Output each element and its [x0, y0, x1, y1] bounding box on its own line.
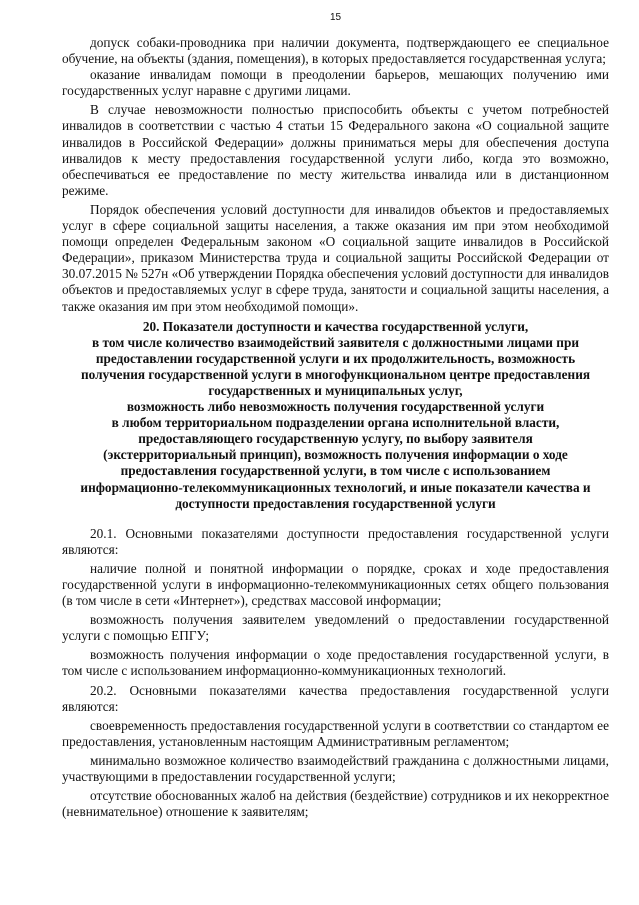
heading-line: получения государственной услуги в многофункциональном центре предоставления — [80, 366, 591, 382]
paragraph: оказание инвалидам помощи в преодолении барьеров, мешающих получению ими государственных услуг наравне с другими лицами. — [62, 67, 609, 99]
paragraph: Порядок обеспечения условий доступности для инвалидов объектов и предоставляемых услуг в сфере социальной защиты населения, а также оказания им при этом необходимой помощи определен Федеральным законом «О социальной защите инвалидов в Российской Федерации», приказом Министерства труда и социальной защиты Российской Федерации от 30.07.2015 № 527н «Об утверждении Порядка обеспечения условий доступности для инвалидов объектов и предоставляемых услуг в сфере труда, занятости и социальной защиты населения, а также оказания им при этом необходимой помощи». — [62, 201, 609, 314]
heading-line: предоставлении государственной услуги и их продолжительность, возможность — [95, 350, 576, 366]
heading-line: в том числе количество взаимодействий заявителя с должностными лицами при — [91, 334, 580, 350]
heading-line: в любом территориальном подразделении органа исполнительной власти, — [111, 415, 560, 431]
heading-line: возможность либо невозможность получения государственной услуги — [126, 399, 545, 415]
heading-line: предоставления государственной услуги, в том числе с использованием — [120, 463, 551, 479]
heading-line: (экстерриториальный принцип), возможность получения информации о ходе — [103, 447, 568, 463]
paragraph: допуск собаки-проводника при наличии документа, подтверждающего ее специальное обучение, на объекты (здания, помещения), в которых предоставляется государственная услуга; — [62, 35, 609, 67]
paragraph: отсутствие обоснованных жалоб на действия (бездействие) сотрудников и их некорректное (невнимательное) отношение к заявителям; — [62, 788, 609, 820]
page-number: 15 — [329, 12, 342, 23]
paragraph: 20.1. Основными показателями доступности предоставления государственной услуги являются: — [62, 525, 609, 557]
body-text-bottom — [62, 526, 609, 821]
heading-line: 20. Показатели доступности и качества государственной услуги, — [142, 318, 529, 334]
paragraph: наличие полной и понятной информации о порядке, сроках и ходе предоставления государственной услуги в информационно-телекоммуникационных сетях общего пользования (в том числе в сети «Интернет»), средствах массовой информации; — [62, 560, 609, 609]
body-text-top — [62, 35, 609, 315]
heading-line: предоставляющего государственную услугу, по выбору заявителя — [138, 431, 533, 447]
heading-line: доступности предоставления государственной услуги — [175, 495, 496, 511]
paragraph: В случае невозможности полностью приспособить объекты с учетом потребностей инвалидов в соответствии с частью 4 статьи 15 Федерального закона «О социальной защите инвалидов в Российской Федерации» должны приниматься меры для обеспечения доступа инвалидов к месту предоставления государственной услуги либо, когда это возможно, обеспечиваться ее предоставление по месту жительства инвалида или в дистанционном режиме. — [62, 102, 609, 198]
heading-line: информационно-телекоммуникационных технологий, и иные показатели качества и — [80, 479, 591, 495]
heading-line: государственных и муниципальных услуг, — [208, 382, 463, 398]
paragraph: минимально возможное количество взаимодействий гражданина с должностными лицами, участвующими в предоставлении государственной услуги; — [62, 752, 609, 785]
paragraph: 20.2. Основными показателями качества предоставления государственной услуги являются: — [62, 682, 609, 714]
paragraph: возможность получения информации о ходе предоставления государственной услуги, в том числе с использованием информационно-коммуникационных технологий. — [62, 647, 609, 679]
section-heading — [62, 319, 609, 512]
paragraph: возможность получения заявителем уведомлений о предоставлении государственной услуги с помощью ЕПГУ; — [62, 612, 609, 644]
paragraph: своевременность предоставления государственной услуги в соответствии со стандартом ее предоставления, установленным настоящим Административным регламентом; — [62, 717, 609, 749]
